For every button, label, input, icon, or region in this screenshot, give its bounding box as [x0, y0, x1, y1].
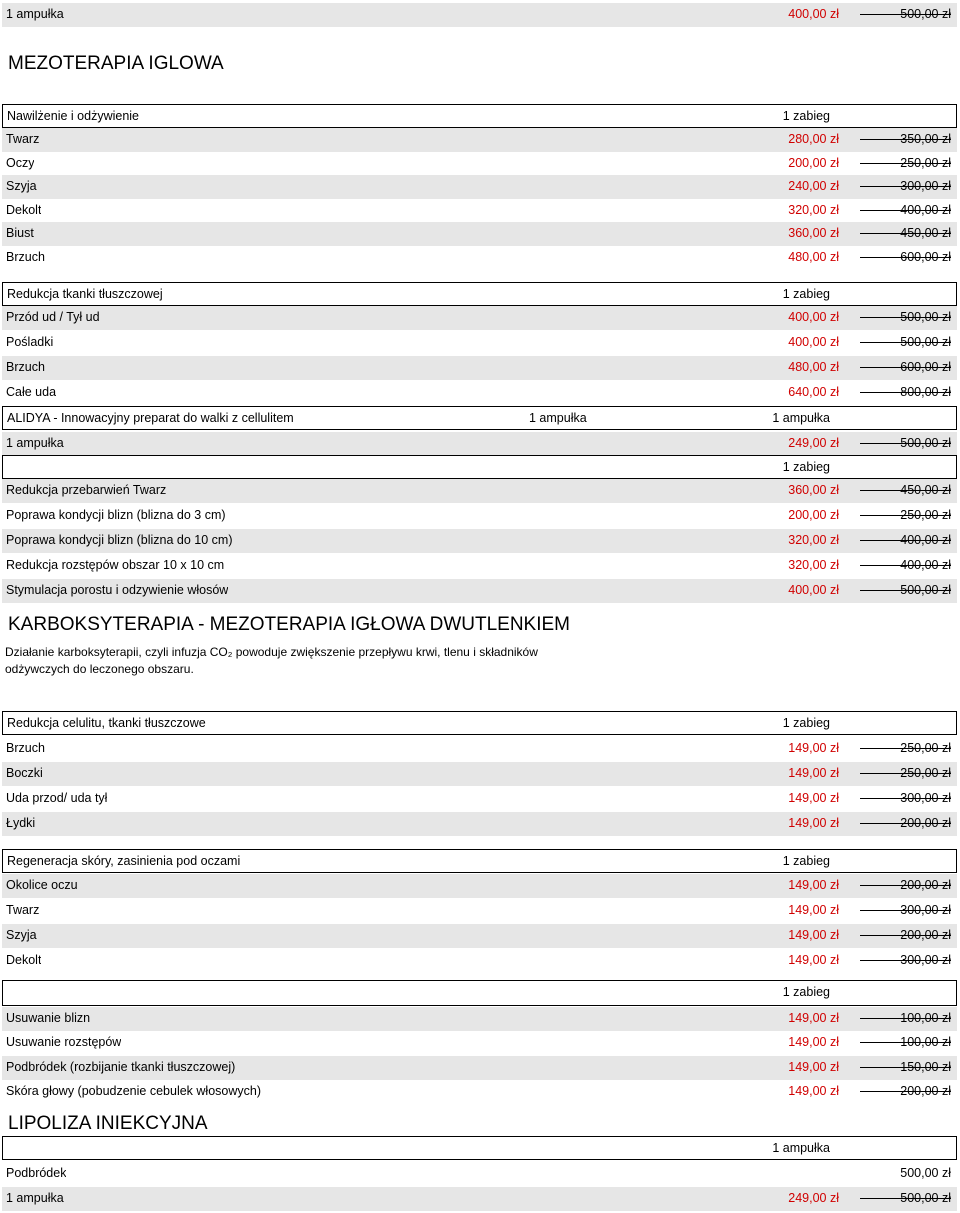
item-label: Boczki [6, 766, 43, 780]
item-label: Pośladki [6, 335, 54, 349]
item-label: 1 ampułka [6, 1191, 64, 1205]
regular-price-crossed: 100,00 zł [860, 1035, 951, 1049]
item-label: Twarz [6, 903, 40, 917]
section-header-row [2, 282, 957, 306]
regular-price-crossed: 450,00 zł [860, 226, 951, 240]
price-row [2, 479, 957, 503]
price-row [2, 504, 957, 528]
unit-label: 1 zabieg [782, 287, 830, 301]
item-label: Brzuch [6, 250, 45, 264]
price-row [2, 175, 957, 199]
price-row [2, 554, 957, 578]
regular-price-crossed: 600,00 zł [860, 250, 951, 264]
item-label: Redukcja tkanki tłuszczowej [7, 287, 163, 301]
regular-price-crossed: 300,00 zł [860, 179, 951, 193]
price-row [2, 1031, 957, 1055]
regular-price-crossed: 500,00 zł [860, 436, 951, 450]
promo-price: 149,00 zł [788, 1084, 839, 1098]
promo-price: 200,00 zł [788, 156, 839, 170]
price-row [2, 1162, 957, 1186]
item-label: Biust [6, 226, 34, 240]
price-row [2, 356, 957, 380]
section-header-row [2, 455, 957, 479]
promo-price: 249,00 zł [788, 436, 839, 450]
price-row [2, 737, 957, 761]
promo-price: 280,00 zł [788, 132, 839, 146]
item-label: Usuwanie rozstępów [6, 1035, 122, 1049]
item-label: Oczy [6, 156, 35, 170]
regular-price-crossed: 200,00 zł [860, 1084, 951, 1098]
item-label: Redukcja rozstępów obszar 10 x 10 cm [6, 558, 225, 572]
promo-price: 200,00 zł [788, 508, 839, 522]
item-label: Dekolt [6, 953, 42, 967]
promo-price: 360,00 zł [788, 483, 839, 497]
item-label: Całe uda [6, 385, 57, 399]
item-label: Szyja [6, 179, 37, 193]
promo-price: 149,00 zł [788, 1035, 839, 1049]
item-label: Stymulacja porostu i odzywienie włosów [6, 583, 229, 597]
regular-price-crossed: 600,00 zł [860, 360, 951, 374]
regular-price-crossed: 500,00 zł [860, 310, 951, 324]
promo-price: 149,00 zł [788, 741, 839, 755]
promo-price: 400,00 zł [788, 310, 839, 324]
promo-price: 400,00 zł [788, 335, 839, 349]
regular-price-crossed: 200,00 zł [860, 878, 951, 892]
promo-price: 480,00 zł [788, 250, 839, 264]
item-label: Poprawa kondycji blizn (blizna do 3 cm) [6, 508, 226, 522]
regular-price-crossed: 500,00 zł [860, 583, 951, 597]
item-label: Dekolt [6, 203, 42, 217]
promo-price: 320,00 zł [788, 558, 839, 572]
regular-price-crossed: 400,00 zł [860, 533, 951, 547]
item-label: Regeneracja skóry, zasinienia pod oczami [7, 854, 241, 868]
regular-price-crossed: 200,00 zł [860, 816, 951, 830]
item-label: Skóra głowy (pobudzenie cebulek włosowych) [6, 1084, 261, 1098]
item-label: 1 ampułka [6, 436, 64, 450]
regular-price-crossed: 250,00 zł [860, 156, 951, 170]
price-row [2, 924, 957, 948]
promo-price: 640,00 zł [788, 385, 839, 399]
regular-price-crossed: 300,00 zł [860, 953, 951, 967]
promo-price: 400,00 zł [788, 583, 839, 597]
unit-label: 1 zabieg [782, 716, 830, 730]
item-label: Podbródek (rozbijanie tkanki tłuszczowej) [6, 1060, 236, 1074]
item-label: Przód ud / Tył ud [6, 310, 100, 324]
regular-price-crossed: 500,00 zł [860, 1191, 951, 1205]
promo-price: 249,00 zł [788, 1191, 839, 1205]
heading-lipoliza: LIPOLIZA INIEKCYJNA [8, 1113, 208, 1134]
unit-label: 1 zabieg [782, 854, 830, 868]
regular-price-crossed: 250,00 zł [860, 766, 951, 780]
promo-price: 400,00 zł [788, 7, 839, 21]
item-label: Brzuch [6, 360, 45, 374]
section-header-row [2, 980, 957, 1006]
item-label: Szyja [6, 928, 37, 942]
regular-price-crossed: 500,00 zł [860, 7, 951, 21]
promo-price: 320,00 zł [788, 203, 839, 217]
unit-label: 1 zabieg [782, 109, 830, 123]
price-row [2, 529, 957, 553]
item-label: Redukcja przebarwień Twarz [6, 483, 167, 497]
regular-price: 500,00 zł [900, 1166, 951, 1180]
item-label: Okolice oczu [6, 878, 78, 892]
unit-label: 1 ampułka [772, 411, 830, 425]
promo-price: 360,00 zł [788, 226, 839, 240]
price-row [2, 1056, 957, 1080]
section-header-row [2, 1136, 957, 1160]
regular-price-crossed: 400,00 zł [860, 558, 951, 572]
unit-label: 1 ampułka [772, 1141, 830, 1155]
promo-price: 149,00 zł [788, 928, 839, 942]
price-row [2, 874, 957, 898]
price-row [2, 331, 957, 355]
promo-price: 149,00 zł [788, 1011, 839, 1025]
price-row [2, 949, 957, 973]
section-header-row [2, 849, 957, 873]
unit-label: 1 zabieg [782, 985, 830, 999]
price-row [2, 152, 957, 176]
item-label: Uda przod/ uda tył [6, 791, 108, 805]
price-row [2, 899, 957, 923]
section-header-row [2, 104, 957, 128]
item-label: 1 ampułka [6, 7, 64, 21]
regular-price-crossed: 800,00 zł [860, 385, 951, 399]
regular-price-crossed: 300,00 zł [860, 903, 951, 917]
price-row [2, 1080, 957, 1104]
promo-price: 149,00 zł [788, 1060, 839, 1074]
regular-price-crossed: 450,00 zł [860, 483, 951, 497]
price-row [2, 128, 957, 152]
regular-price-crossed: 250,00 zł [860, 741, 951, 755]
item-label: Usuwanie blizn [6, 1011, 91, 1025]
item-label: Łydki [6, 816, 36, 830]
price-row [2, 812, 957, 836]
regular-price-crossed: 250,00 zł [860, 508, 951, 522]
price-row [2, 222, 957, 246]
promo-price: 149,00 zł [788, 816, 839, 830]
regular-price-crossed: 350,00 zł [860, 132, 951, 146]
price-row [2, 579, 957, 603]
heading-mezoterapia: MEZOTERAPIA IGLOWA [8, 53, 224, 74]
promo-price: 149,00 zł [788, 791, 839, 805]
price-row [2, 199, 957, 223]
item-label: ALIDYA - Innowacyjny preparat do walki z cellulitem [7, 411, 294, 425]
item-label: Twarz [6, 132, 40, 146]
regular-price-crossed: 100,00 zł [860, 1011, 951, 1025]
regular-price-crossed: 200,00 zł [860, 928, 951, 942]
item-label: Brzuch [6, 741, 45, 755]
item-label: Podbródek [6, 1166, 67, 1180]
unit-label: 1 zabieg [782, 460, 830, 474]
regular-price-crossed: 300,00 zł [860, 791, 951, 805]
price-row [2, 432, 957, 456]
promo-price: 320,00 zł [788, 533, 839, 547]
price-row [2, 3, 957, 27]
promo-price: 240,00 zł [788, 179, 839, 193]
regular-price-crossed: 400,00 zł [860, 203, 951, 217]
price-row [2, 246, 957, 270]
item-label: Poprawa kondycji blizn (blizna do 10 cm) [6, 533, 233, 547]
price-row [2, 1187, 957, 1211]
regular-price-crossed: 150,00 zł [860, 1060, 951, 1074]
regular-price-crossed: 500,00 zł [860, 335, 951, 349]
section-header-row [2, 406, 957, 430]
heading-karboksyterapia: KARBOKSYTERAPIA - MEZOTERAPIA IGŁOWA DWUTLENKIEM [8, 614, 571, 635]
price-row [2, 1007, 957, 1031]
unit-label: 1 ampułka [529, 411, 587, 425]
price-row [2, 762, 957, 786]
price-row [2, 306, 957, 330]
item-label: Nawilżenie i odżywienie [7, 109, 140, 123]
karbo-description: Działanie karboksyterapii, czyli infuzja CO₂ powoduje zwiększenie przepływu krwi, tlenu i składników odżywczych do leczonego obszaru. [5, 645, 538, 676]
section-header-row [2, 711, 957, 735]
promo-price: 149,00 zł [788, 766, 839, 780]
price-row [2, 787, 957, 811]
promo-price: 149,00 zł [788, 878, 839, 892]
promo-price: 149,00 zł [788, 903, 839, 917]
promo-price: 480,00 zł [788, 360, 839, 374]
item-label: Redukcja celulitu, tkanki tłuszczowe [7, 716, 206, 730]
promo-price: 149,00 zł [788, 953, 839, 967]
price-row [2, 381, 957, 405]
